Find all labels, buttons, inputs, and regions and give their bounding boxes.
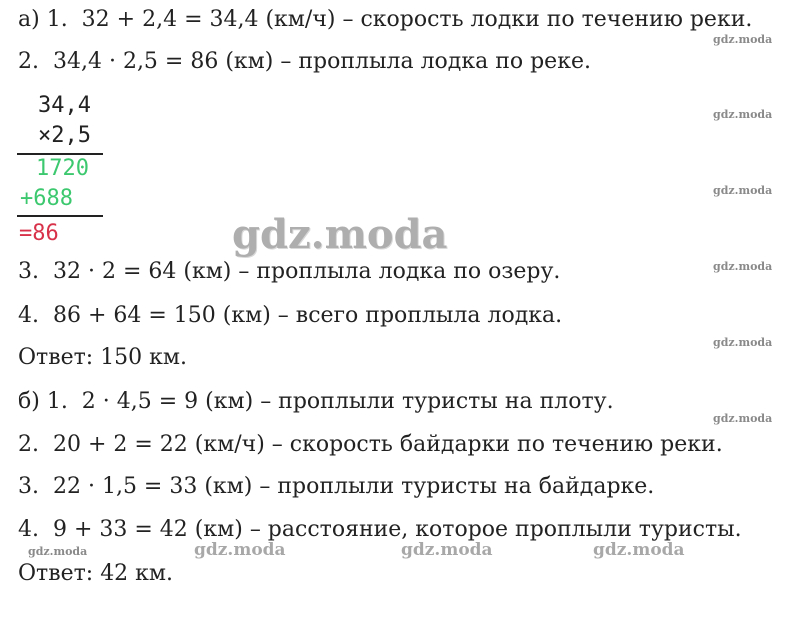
answer-a: Ответ: 150 км. bbox=[18, 345, 188, 370]
factor-1: 34,4 bbox=[38, 93, 91, 118]
watermark-small: gdz.moda bbox=[713, 412, 773, 425]
partial-product-1: 1720 bbox=[36, 156, 89, 181]
line-b3: 3. 22 · 1,5 = 33 (км) – проплыли туристы на байдарке. bbox=[18, 474, 655, 499]
watermark-medium: gdz.moda bbox=[593, 540, 685, 560]
watermark-small: gdz.moda bbox=[713, 336, 773, 349]
factor-2: ×2,5 bbox=[38, 123, 91, 148]
watermark-medium: gdz.moda bbox=[194, 540, 286, 560]
watermark-small: gdz.moda bbox=[28, 545, 88, 558]
line-b1: б) 1. 2 · 4,5 = 9 (км) – проплыли туристы на плоту. bbox=[18, 389, 614, 414]
line-b2: 2. 20 + 2 = 22 (км/ч) – скорость байдарки по течению реки. bbox=[18, 432, 723, 457]
multiplication-rule-bottom bbox=[17, 215, 103, 217]
multiplication-rule-top bbox=[17, 153, 103, 155]
line-a4: 4. 86 + 64 = 150 (км) – всего проплыла лодка. bbox=[18, 303, 563, 328]
line-a3: 3. 32 · 2 = 64 (км) – проплыла лодка по озеру. bbox=[18, 259, 561, 284]
partial-product-2: +688 bbox=[20, 186, 73, 211]
multiplication-result: =86 bbox=[19, 221, 59, 246]
watermark-small: gdz.moda bbox=[713, 260, 773, 273]
watermark-small: gdz.moda bbox=[713, 33, 773, 46]
line-a2: 2. 34,4 · 2,5 = 86 (км) – проплыла лодка по реке. bbox=[18, 49, 591, 74]
answer-b: Ответ: 42 км. bbox=[18, 561, 174, 586]
watermark-large: gdz.moda bbox=[232, 211, 448, 258]
watermark-small: gdz.moda bbox=[713, 108, 773, 121]
line-a1: а) 1. 32 + 2,4 = 34,4 (км/ч) – скорость лодки по течению реки. bbox=[18, 7, 753, 32]
line-b4: 4. 9 + 33 = 42 (км) – расстояние, которое проплыли туристы. bbox=[18, 517, 742, 542]
watermark-medium: gdz.moda bbox=[401, 540, 493, 560]
watermark-small: gdz.moda bbox=[713, 184, 773, 197]
